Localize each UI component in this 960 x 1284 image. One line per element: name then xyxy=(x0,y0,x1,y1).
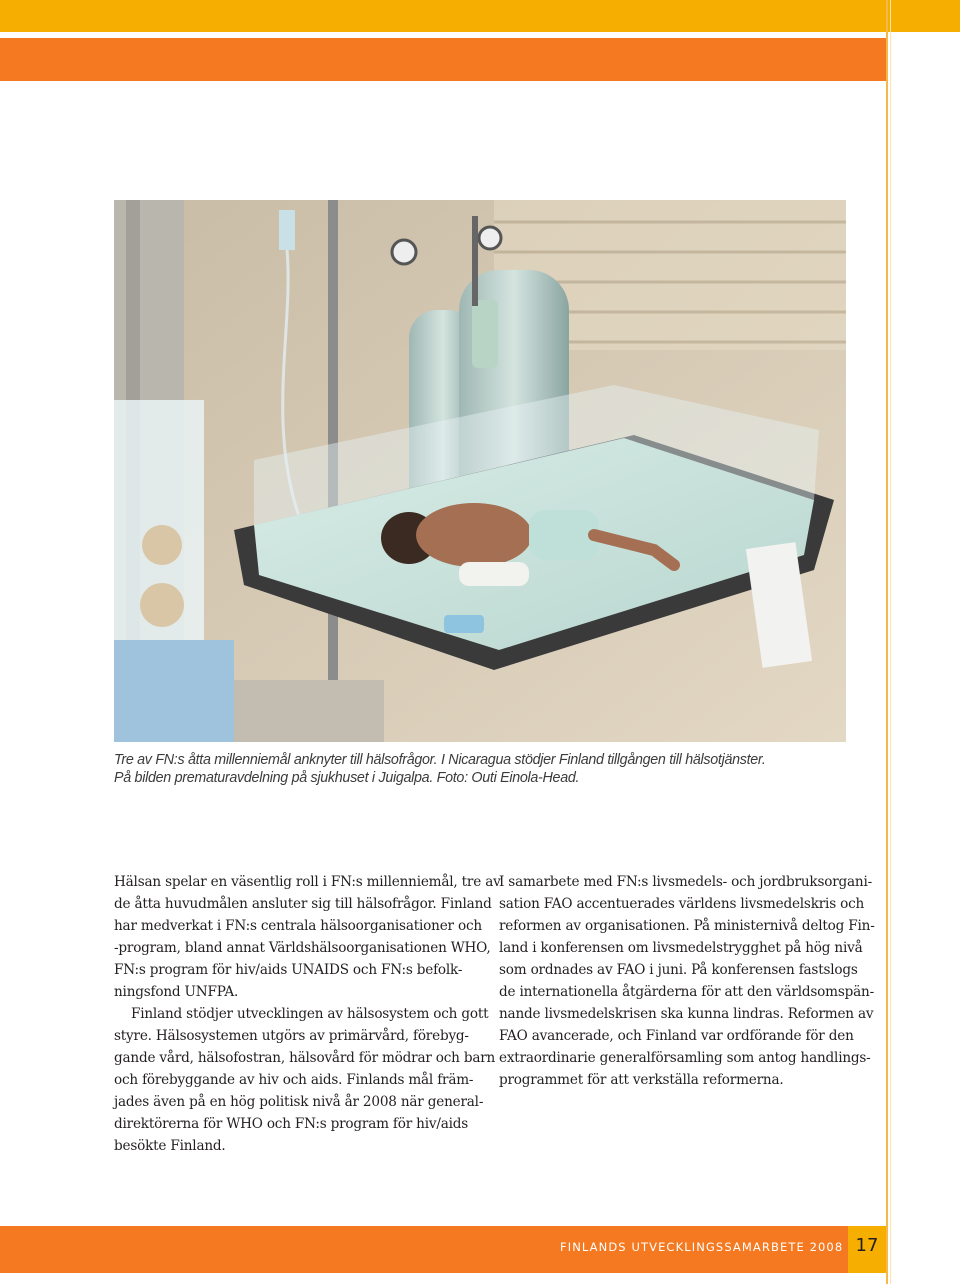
text-line: och förebyggande av hiv och aids. Finlands mål främ- xyxy=(114,1072,474,1088)
body-column-right xyxy=(499,871,875,1091)
text-line: reformen av organisationen. På ministernivå deltog Fin- xyxy=(499,918,875,934)
text-line: programmet för att verkställa reformerna. xyxy=(499,1072,784,1088)
page-number: 17 xyxy=(855,1235,879,1256)
text-line: -program, bland annat Världshälsoorganisationen WHO, xyxy=(114,940,491,956)
hospital-photo xyxy=(114,200,846,742)
header-orange-band xyxy=(0,38,887,81)
text-line: besökte Finland. xyxy=(114,1138,226,1154)
text-line: styre. Hälsosystemen utgörs av primärvård, förebyg- xyxy=(114,1028,469,1044)
text-line: land i konferensen om livsmedelstrygghet på hög nivå xyxy=(499,940,863,956)
text-line: har medverkat i FN:s centrala hälsoorganisationer och xyxy=(114,918,482,934)
text-line: ningsfond UNFPA. xyxy=(114,984,239,1000)
margin-rule xyxy=(886,0,888,1284)
text-line: jades även på en hög politisk nivå år 2008 när general- xyxy=(114,1094,484,1110)
text-line: Finland stödjer utvecklingen av hälsosystem och gott xyxy=(131,1006,489,1022)
text-line: som ordnades av FAO i juni. På konferensen fastslogs xyxy=(499,962,858,978)
caption-line: Tre av FN:s åtta millenniemål anknyter till hälsofrågor. I Nicaragua stödjer Finland tillgången till hälsotjänster. xyxy=(114,752,766,768)
text-line: I samarbete med FN:s livsmedels- och jordbruksorgani- xyxy=(499,874,873,890)
header-yellow-band xyxy=(0,0,960,32)
text-line: sation FAO accentuerades världens livsmedelskris och xyxy=(499,896,865,912)
text-line: Hälsan spelar en väsentlig roll i FN:s millenniemål, tre av xyxy=(114,874,501,890)
caption-line: På bilden prematuravdelning på sjukhuset i Juigalpa. Foto: Outi Einola-Head. xyxy=(114,770,580,786)
text-line: de åtta huvudmålen ansluter sig till hälsofrågor. Finland xyxy=(114,896,492,912)
body-column-left xyxy=(114,871,501,1157)
text-line: FAO avancerade, och Finland var ordförande för den xyxy=(499,1028,854,1044)
text-line: FN:s program för hiv/aids UNAIDS och FN:s befolk- xyxy=(114,962,463,978)
text-line: nande livsmedelskrisen ska kunna lindras. Reformen av xyxy=(499,1006,874,1022)
footer-publication-title: FINLANDS UTVECKLINGSSAMARBETE 2008 xyxy=(560,1240,844,1254)
photo-caption xyxy=(114,751,854,787)
margin-rule-light xyxy=(890,0,891,1284)
text-line: extraordinarie generalförsamling som antog handlings- xyxy=(499,1050,871,1066)
text-line: de internationella åtgärderna för att den världsomspän- xyxy=(499,984,874,1000)
text-line: gande vård, hälsofostran, hälsovård för mödrar och barn xyxy=(114,1050,496,1066)
text-line: direktörerna för WHO och FN:s program för hiv/aids xyxy=(114,1116,469,1132)
